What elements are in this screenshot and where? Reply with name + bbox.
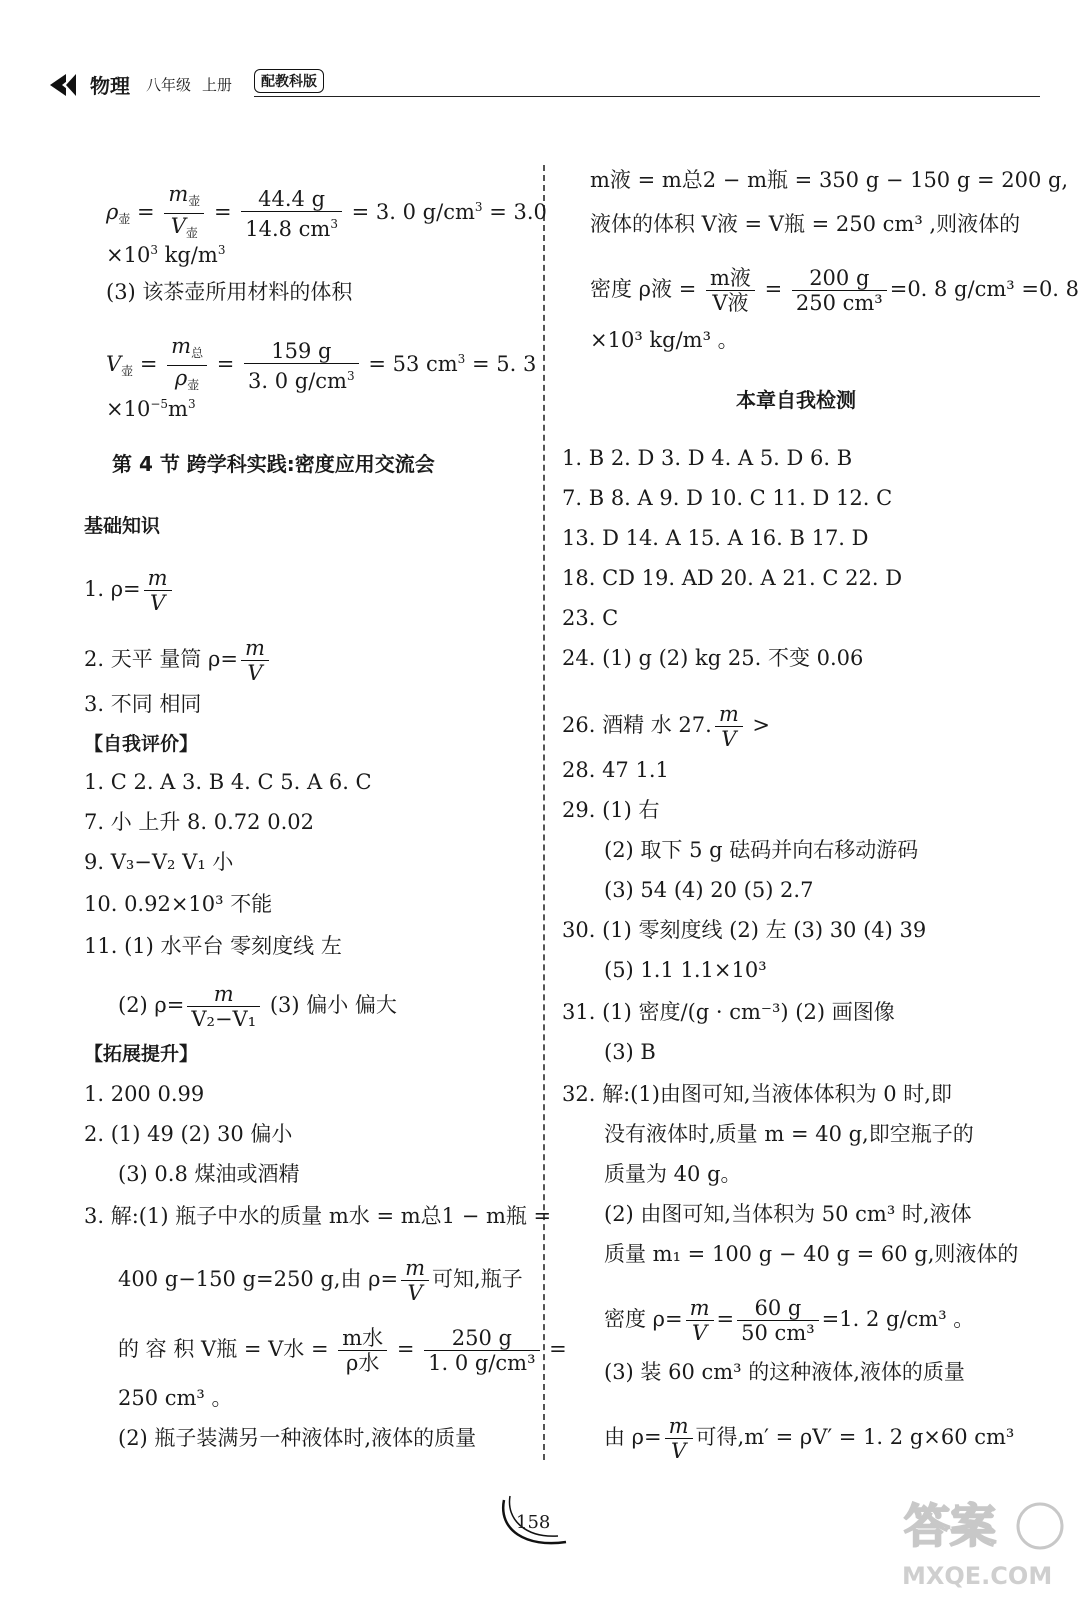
left-t4: 3. 解:(1) 瓶子中水的质量 m水 = m总1 − m瓶 = xyxy=(84,1204,552,1228)
left-a5: 11. (1) 水平台 零刻度线 左 xyxy=(84,934,342,958)
left-a4: 10. 0.92×10³ 不能 xyxy=(84,892,273,916)
right-b8: 28. 47 1.1 xyxy=(562,758,669,782)
left-t3: (3) 0.8 煤油或酒精 xyxy=(118,1162,300,1186)
header-rule xyxy=(254,96,1040,97)
left-a6: (2) ρ= $\frac{m}{\text{V₂−V₁}}$ (3) 偏小 偏大 xyxy=(118,982,397,1031)
right-b20: 质量 m₁ = 100 g − 40 g = 60 g,则液体的 xyxy=(604,1242,1019,1266)
section-title-selftest: 本章自我检测 xyxy=(736,388,856,412)
right-r1: m液 = m总2 − m瓶 = 350 g − 150 g = 200 g, xyxy=(590,168,1069,192)
left-t2: 2. (1) 49 (2) 30 偏小 xyxy=(84,1122,293,1146)
right-b17: 没有液体时,质量 m = 40 g,即空瓶子的 xyxy=(604,1122,974,1146)
right-b16: 32. 解:(1)由图可知,当液体体积为 0 时,即 xyxy=(562,1082,952,1106)
left-t7: 250 cm³ 。 xyxy=(118,1386,233,1410)
page-number: 158 xyxy=(516,1512,551,1533)
left-q1: 1. ρ= $\frac{m}{V}$ xyxy=(84,566,175,615)
right-b19: (2) 由图可知,当体积为 50 cm³ 时,液体 xyxy=(604,1202,972,1226)
svg-text:MXQE.COM: MXQE.COM xyxy=(902,1562,1053,1590)
heading-ziwo: 【自我评价】 xyxy=(84,733,199,755)
right-r3: 密度 ρ液 = $\frac{\text{m液}}{\text{V液}}$ = $\frac{200 g}{\text{250 cm³}}$ =0. 8 g/cm³ =0. 8 xyxy=(590,266,1080,315)
header-grade: 八年级 xyxy=(146,76,192,94)
right-b1: 1. B 2. D 3. D 4. A 5. D 6. B xyxy=(562,446,853,470)
right-b12: 30. (1) 零刻度线 (2) 左 (3) 30 (4) 39 xyxy=(562,918,927,942)
right-b3: 13. D 14. A 15. A 16. B 17. D xyxy=(562,526,869,550)
left-t5: 400 g−150 g=250 g,由 ρ= $\frac{m}{V}$ 可知,瓶子 xyxy=(118,1256,523,1305)
arrow-left-icon-inner xyxy=(66,74,76,96)
right-b6: 24. (1) g (2) kg 25. 不变 0.06 xyxy=(562,646,864,670)
right-b15: (3) B xyxy=(604,1040,656,1064)
header-term: 上册 xyxy=(202,76,233,94)
left-q3: 3. 不同 相同 xyxy=(84,692,202,716)
right-b9: 29. (1) 右 xyxy=(562,798,660,822)
left-t1: 1. 200 0.99 xyxy=(84,1082,205,1106)
left-q2: 2. 天平 量筒 ρ= $\frac{m}{V}$ xyxy=(84,636,272,685)
watermark-logo-icon xyxy=(898,1490,1073,1595)
svg-text:答案: 答案 xyxy=(904,1499,996,1553)
right-b22: (3) 装 60 cm³ 的这种液体,液体的质量 xyxy=(604,1360,965,1384)
heading-tuozhan: 【拓展提升】 xyxy=(84,1043,199,1065)
header-subject: 物理 xyxy=(90,74,130,98)
left-t6: 的 容 积 V瓶 = V水 = $\frac{\text{m水}}{\text{ρ水}}$ = $\frac{250 g}{\text{1. 0 g/cm³}}$ = xyxy=(118,1326,567,1375)
right-b21: 密度 ρ= $\frac{m}{V}$ = $\frac{60 g}{\text{50 cm³}}$ =1. 2 g/cm³ 。 xyxy=(604,1296,975,1345)
left-line-3: (3) 该茶壶所用材料的体积 xyxy=(106,280,353,304)
right-b5: 23. C xyxy=(562,606,619,630)
right-b2: 7. B 8. A 9. D 10. C 11. D 12. C xyxy=(562,486,893,510)
left-line-4: $V_壶$ = $\frac{m_总}{\rho_壶}$ = $\frac{159 g}{3. 0 g/cm^3}$ = 53 $cm^3 = 5$. 3 xyxy=(106,334,537,393)
left-a2: 7. 小 上升 8. 0.72 0.02 xyxy=(84,810,314,834)
column-divider xyxy=(543,165,545,1460)
left-line-2: $\times 10^3$ $kg/m^3$ xyxy=(106,243,226,267)
left-line-5: $\times 10^{-5}m^3$ xyxy=(106,397,196,421)
page-header xyxy=(40,58,1040,102)
right-b13: (5) 1.1 1.1×10³ xyxy=(604,958,767,982)
heading-jichu: 基础知识 xyxy=(84,515,161,537)
right-b23: 由 ρ= $\frac{m}{V}$ 可得,m′ = ρV′ = 1. 2 g×60 cm³ xyxy=(604,1414,1015,1463)
left-t8: (2) 瓶子装满另一种液体时,液体的质量 xyxy=(118,1426,477,1450)
right-b11: (3) 54 (4) 20 (5) 2.7 xyxy=(604,878,814,902)
left-a1: 1. C 2. A 3. B 4. C 5. A 6. C xyxy=(84,770,372,794)
left-line-1: $\rho_壶$ = $\frac{m_壶}{V_壶}$ = $\frac{44.4 g}{14.8 cm^3}$ = 3. 0 $g/cm^3 = 3.0$ xyxy=(106,182,547,241)
right-b7: 26. 酒精 水 27. $\frac{m}{V}$ > xyxy=(562,702,771,751)
left-a3: 9. V₃−V₂ V₁ 小 xyxy=(84,850,234,874)
right-b14: 31. (1) 密度/(g · cm⁻³) (2) 画图像 xyxy=(562,1000,895,1024)
right-r2: 液体的体积 V液 = V瓶 = 250 cm³ ,则液体的 xyxy=(590,212,1021,236)
section-title-4: 第 4 节 跨学科实践:密度应用交流会 xyxy=(112,452,435,476)
right-b10: (2) 取下 5 g 砝码并向右移动游码 xyxy=(604,838,919,862)
right-b4: 18. CD 19. AD 20. A 21. C 22. D xyxy=(562,566,903,590)
header-edition-badge: 配教科版 xyxy=(254,69,324,93)
right-b18: 质量为 40 g。 xyxy=(604,1162,742,1186)
right-r4: ×10³ kg/m³ 。 xyxy=(590,328,739,352)
